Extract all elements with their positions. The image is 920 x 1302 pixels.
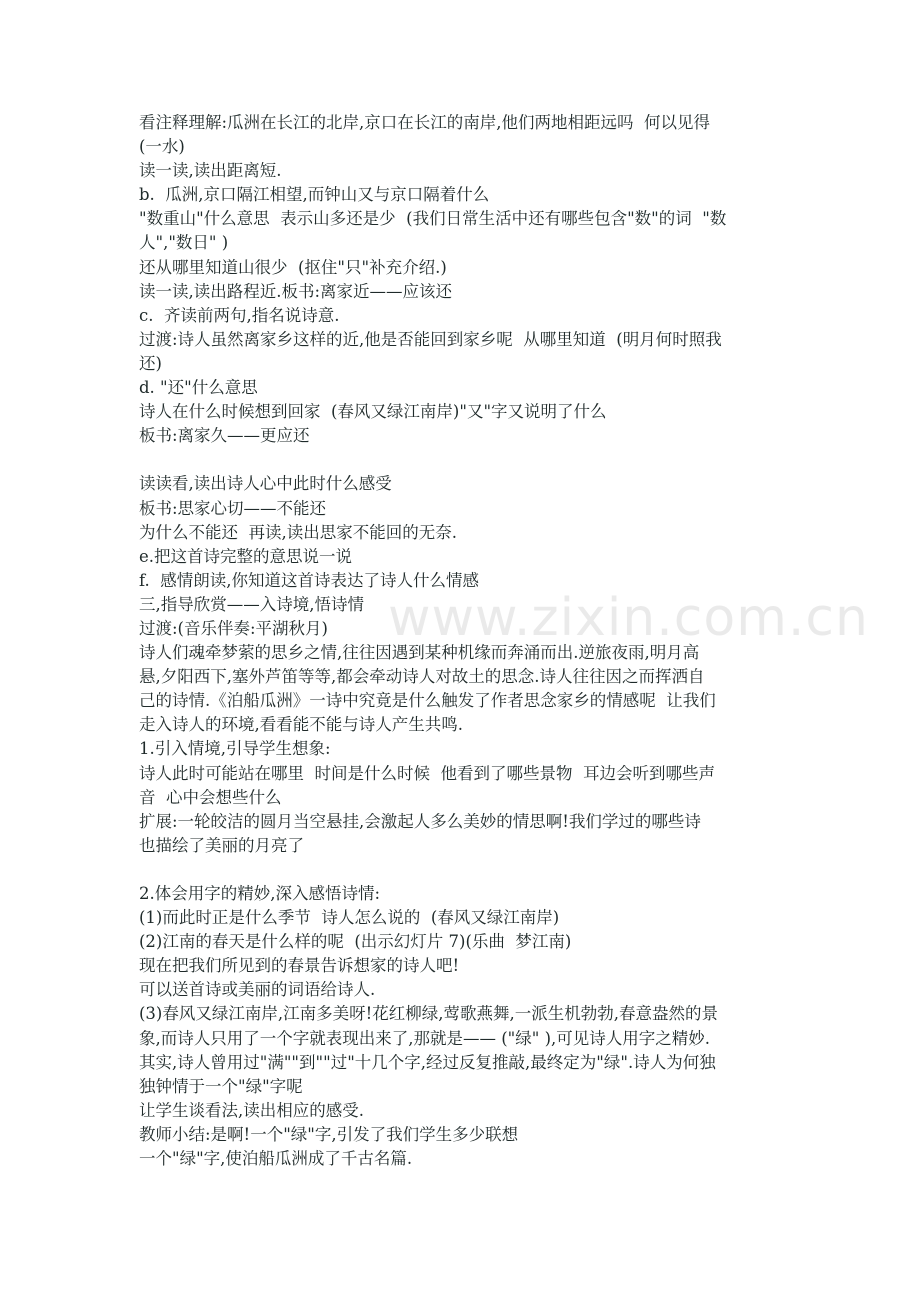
text-line: b. 瓜洲,京口隔江相望,而钟山又与京口隔着什么 [139,185,490,205]
watermark: www.zixin.com.cn [388,588,869,648]
text-line: 过渡:诗人虽然离家乡这样的近,他是否能回到家乡呢 从哪里知道 (明月何时照我 [139,329,722,349]
text-line: 一个"绿"字,使泊船瓜洲成了千古名篇. [139,1149,413,1169]
text-line: "数重山"什么意思 表示山多还是少 (我们日常生活中还有哪些包含"数"的词 "数 [139,209,727,229]
text-line: e.把这首诗完整的意思说一说 [139,546,353,566]
text-line: f. 感情朗读,你知道这首诗表达了诗人什么情感 [139,570,479,590]
text-line: 读一读,读出距离短. [139,161,282,181]
text-line: (2)江南的春天是什么样的呢 (出示幻灯片 7)(乐曲 梦江南) [139,932,572,952]
text-line: 诗人此时可能站在哪里 时间是什么时候 他看到了哪些景物 耳边会听到哪些声 [139,763,715,783]
text-line: 读读看,读出诗人心中此时什么感受 [139,474,392,494]
section-heading: 三,指导欣赏——入诗境,悟诗情 [139,594,364,614]
text-line: 看注释理解:瓜洲在长江的北岸,京口在长江的南岸,他们两地相距远吗 何以见得 [139,113,711,132]
text-line: 也描绘了美丽的月亮了 [139,835,304,855]
text-line: 还从哪里知道山很少 (抠住"只"补充介绍.) [139,257,447,277]
text-line: 读一读,读出路程近.板书:离家近——应该还 [139,281,453,301]
text-line: 2.体会用字的精妙,深入感悟诗情: [139,884,381,903]
text-line: 其实,诗人曾用过"满""到""过"十几个字,经过反复推敲,最终定为"绿".诗人为何独 [139,1052,716,1072]
text-line: 为什么不能还 再读,读出思家不能回的无奈. [139,522,457,542]
text-line: c. 齐读前两句,指名说诗意. [139,305,340,325]
text-line: 过渡:(音乐伴奏:平湖秋月) [139,618,328,638]
document-body [139,111,794,1171]
text-line: 音 心中会想些什么 [139,787,282,807]
text-line: 板书:思家心切——不能还 [139,498,327,518]
text-line: 诗人在什么时候想到回家 (春风又绿江南岸)"又"字又说明了什么 [139,402,607,422]
text-line: 扩展:一轮皎洁的圆月当空悬挂,会激起人多么美妙的情思啊!我们学过的哪些诗 [139,811,701,831]
text-line: 独钟情于一个"绿"字呢 [139,1076,303,1096]
text-line: 板书:离家久——更应还 [139,426,310,446]
text-line: 还) [139,353,162,373]
blank-line [139,858,794,882]
text-line: 可以送首诗或美丽的词语给诗人. [139,980,376,1000]
text-line: (3)春风又绿江南岸,江南多美呀!花红柳绿,莺歌燕舞,一派生机勃勃,春意盎然的景 [139,1004,718,1024]
text-line: 1.引入情境,引导学生想象: [139,739,331,759]
text-line: 走入诗人的环境,看看能不能与诗人产生共鸣. [139,715,463,735]
text-line: 教师小结:是啊!一个"绿"字,引发了我们学生多少联想 [139,1124,519,1144]
text-line: 己的诗情.《泊船瓜洲》一诗中究竟是什么触发了作者思念家乡的情感呢 让我们 [139,691,716,711]
text-line: 象,而诗人只用了一个字就表现出来了,那就是—— ("绿" ),可见诗人用字之精妙. [139,1028,711,1048]
text-line: (1)而此时正是什么季节 诗人怎么说的 (春风又绿江南岸) [139,908,560,928]
text-line: 悬,夕阳西下,塞外芦笛等等,都会牵动诗人对故土的思念.诗人往往因之而挥洒自 [139,667,705,687]
text-line: 让学生谈看法,读出相应的感受. [139,1100,364,1120]
text-line: 人","数日" ) [139,233,229,253]
text-line: 现在把我们所见到的春景告诉想家的诗人吧! [139,956,460,976]
text-line: (一水) [139,137,185,157]
text-line: 诗人们魂牵梦萦的思乡之情,往往因遇到某种机缘而奔涌而出.逆旅夜雨,明月高 [139,643,700,663]
text-line: d. "还"什么意思 [139,378,258,398]
blank-line [139,448,794,472]
